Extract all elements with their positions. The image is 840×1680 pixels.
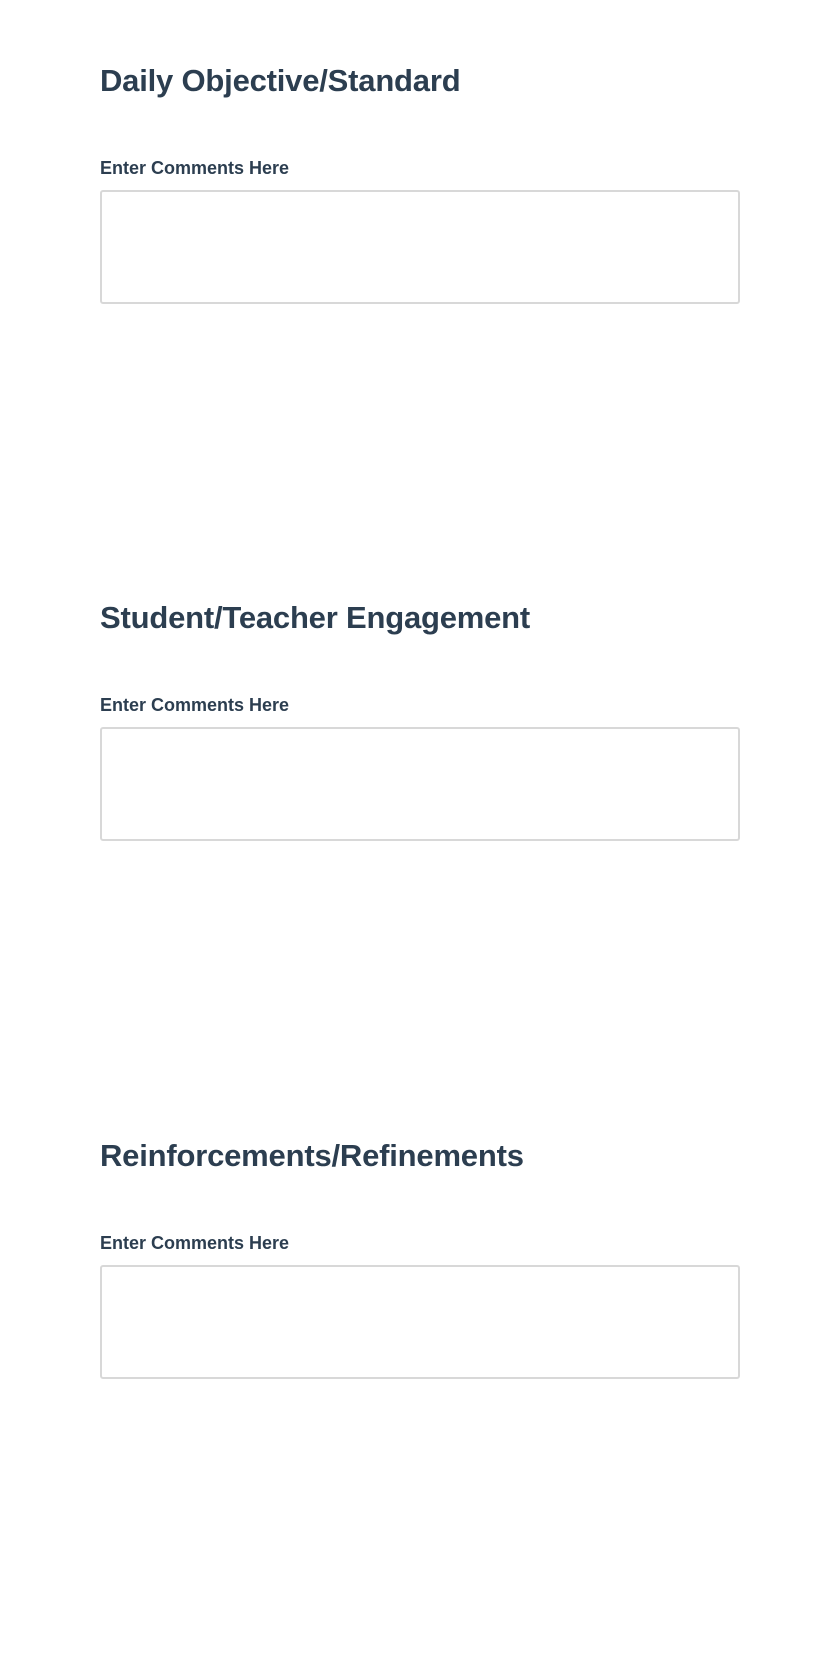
section-daily-objective <box>100 61 740 304</box>
section-title: Student/Teacher Engagement <box>100 600 531 635</box>
section-title: Daily Objective/Standard <box>100 63 461 98</box>
section-reinforcements-refinements <box>100 1136 740 1379</box>
comments-label: Enter Comments Here <box>100 1233 290 1253</box>
comments-label: Enter Comments Here <box>100 158 290 178</box>
section-student-teacher-engagement <box>100 598 740 841</box>
section-title: Reinforcements/Refinements <box>100 1138 524 1173</box>
daily-objective-comments-input[interactable] <box>100 190 740 304</box>
reinforcements-comments-input[interactable] <box>100 1265 740 1379</box>
engagement-comments-input[interactable] <box>100 727 740 841</box>
comments-label: Enter Comments Here <box>100 695 290 715</box>
